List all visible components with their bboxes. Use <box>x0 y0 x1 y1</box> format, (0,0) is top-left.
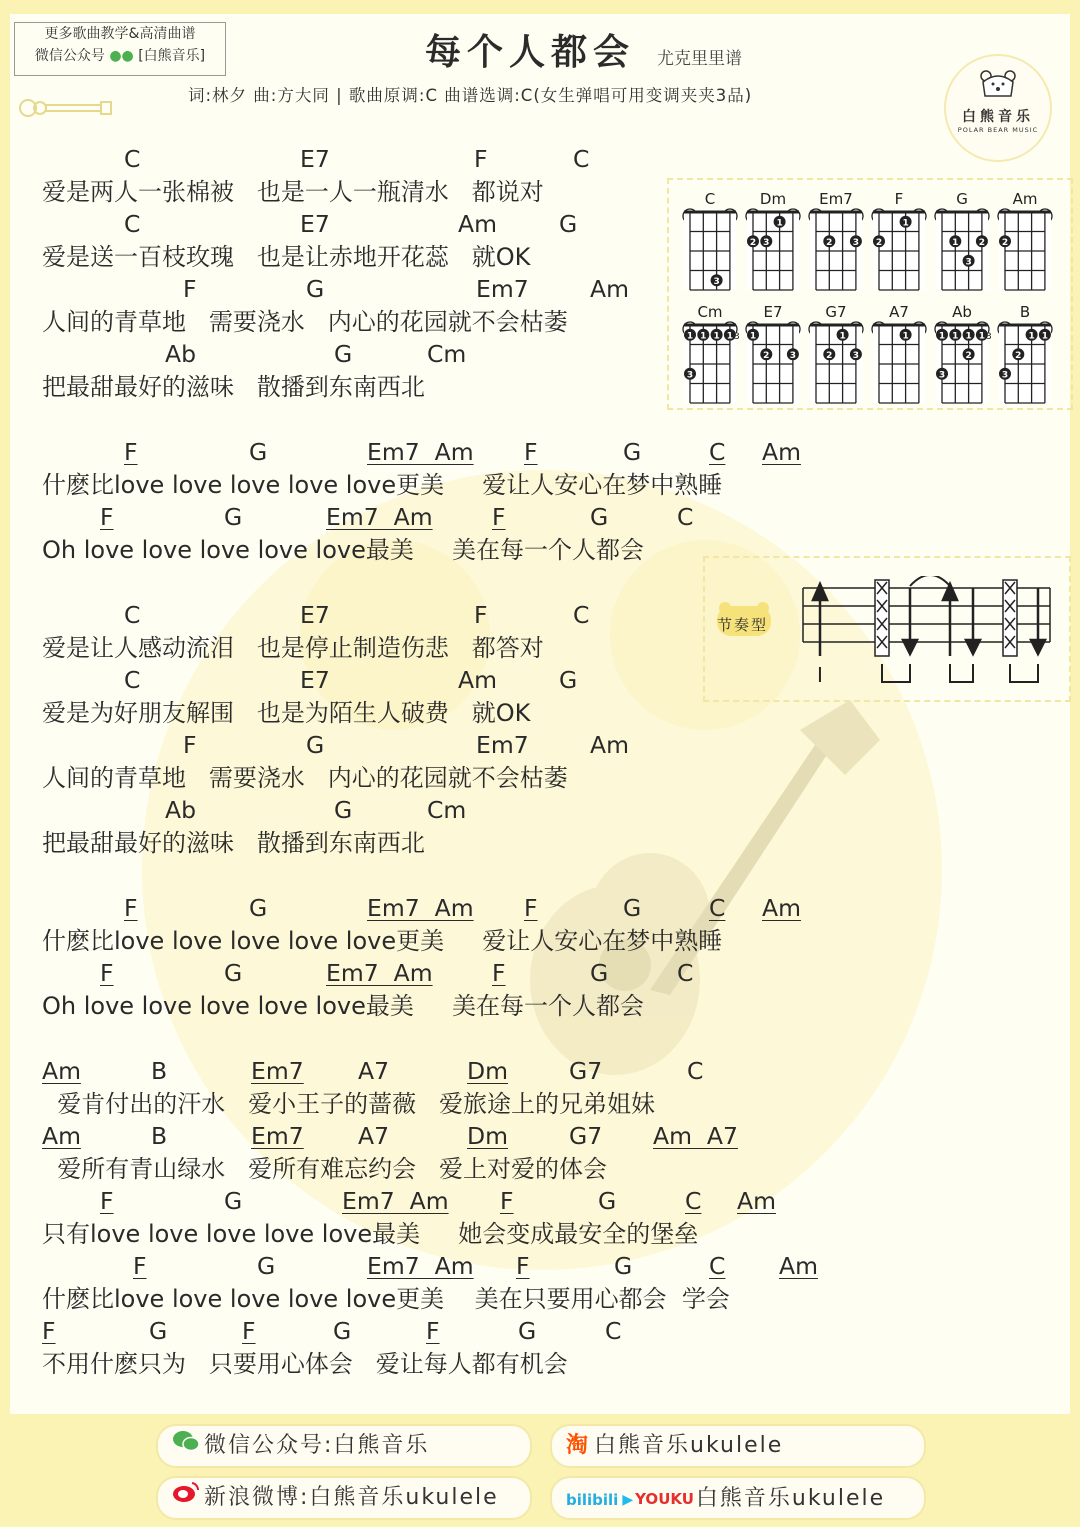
arranger: 尤克里里谱 <box>657 49 742 69</box>
chord-name: Am <box>590 275 629 303</box>
chord-name: E7 <box>300 145 330 173</box>
chord-name: F <box>100 1187 114 1215</box>
chord-name: Am <box>737 1187 776 1215</box>
chord-diagram-name: Em7 <box>819 190 853 208</box>
svg-text:2: 2 <box>763 350 770 361</box>
chord-name: G <box>334 796 353 824</box>
chord-name: F <box>474 145 488 173</box>
promo-line-2a: 微信公众号 <box>34 48 105 64</box>
chord-name: E7 <box>300 666 330 694</box>
chord-name: F <box>124 438 138 466</box>
chord-diagram-name: G <box>956 190 968 208</box>
chord-name: G <box>559 666 578 694</box>
svg-text:2: 2 <box>978 237 986 248</box>
chord-name: G <box>224 503 243 531</box>
chord-diagram-name: Dm <box>759 190 787 208</box>
chord-name: G <box>590 503 609 531</box>
lyric-line: 爱是送一百枝玫瑰 也是让赤地开花蕊 就OK <box>42 243 531 271</box>
chord-name: C <box>709 438 726 466</box>
lyric-line: 爱是两人一张棉被 也是一人一瓶清水 都说对 <box>42 178 544 206</box>
youku-label: YOUKU <box>635 1490 694 1508</box>
chord-diagram-name: E7 <box>763 303 783 321</box>
svg-text:1: 1 <box>839 331 846 342</box>
chord-name: Em7 Am <box>342 1187 449 1215</box>
wechat-icon <box>172 1426 200 1466</box>
chord-name: F <box>100 503 114 531</box>
chord-name: G <box>257 1252 276 1280</box>
footer-taobao <box>550 1424 926 1468</box>
chord-name: G <box>306 731 325 759</box>
chord-name: Cm <box>427 340 467 368</box>
chord-name: G7 <box>569 1122 603 1150</box>
chord-name: A7 <box>358 1057 390 1085</box>
svg-text:1: 1 <box>952 237 959 248</box>
chord-name: F <box>124 894 138 922</box>
rhythm-label: 节奏型 <box>717 616 769 634</box>
weibo-icon <box>172 1478 200 1518</box>
chord-name: G <box>590 959 609 987</box>
lyric-line: 爱肯付出的汗水 爱小王子的蔷薇 爱旅途上的兄弟姐妹 <box>42 1090 656 1118</box>
chord-name: C <box>709 1252 726 1280</box>
chord-name: Am <box>458 666 497 694</box>
chord-name: C <box>709 894 726 922</box>
chord-name: G <box>623 438 642 466</box>
svg-text:1: 1 <box>726 331 734 342</box>
logo-name: 白熊音乐 <box>962 109 1034 125</box>
bilibili-icon <box>566 1479 618 1520</box>
chord-name: Ab <box>165 340 196 368</box>
chord-name: C <box>677 959 694 987</box>
chord-name: F <box>242 1317 256 1345</box>
chord-name: G <box>249 894 268 922</box>
footer-weibo <box>156 1476 532 1520</box>
chord-name: G <box>149 1317 168 1345</box>
svg-text:3: 3 <box>763 237 770 248</box>
chord-name: Em7 <box>476 275 529 303</box>
chord-name: C <box>124 145 141 173</box>
svg-text:3: 3 <box>713 276 720 287</box>
svg-text:1: 1 <box>1028 331 1035 342</box>
chord-diagram-name: Cm <box>697 303 723 321</box>
chord-name: C <box>124 666 141 694</box>
chord-name: G <box>334 340 353 368</box>
lyric-line: 爱是让人感动流泪 也是停止制造伤悲 都答对 <box>42 634 544 662</box>
chord-diagram-name: B <box>1019 303 1031 321</box>
chord-name: Am <box>42 1057 81 1085</box>
chord-name: G7 <box>569 1057 603 1085</box>
lyric-line: 爱所有青山绿水 爱所有难忘约会 爱上对爱的体会 <box>42 1155 608 1183</box>
chord-name: G <box>598 1187 617 1215</box>
chord-name: F <box>42 1317 56 1345</box>
chord-diagram-name: F <box>894 190 904 208</box>
lyric-line: Oh love love love love love最美 美在每一个人都会 <box>42 992 644 1020</box>
lyric-line: 什麽比love love love love love更美 爱让人安心在梦中熟睡 <box>42 927 723 955</box>
chord-name: E7 <box>300 601 330 629</box>
chord-name: C <box>605 1317 622 1345</box>
svg-text:3: 3 <box>686 370 694 381</box>
chord-name: F <box>474 601 488 629</box>
svg-text:2: 2 <box>826 237 833 248</box>
lyric-line: 不用什麽只为 只要用心体会 爱让每人都有机会 <box>42 1350 568 1378</box>
chord-name: G <box>224 1187 243 1215</box>
song-credits: 词:林夕 曲:方大同 | 歌曲原调:C 曲谱选调:C(女生弹唱可用变调夹夹3品) <box>188 86 753 105</box>
svg-text:3: 3 <box>938 370 946 381</box>
footer-taobao-text: 白熊音乐ukulele <box>594 1433 784 1458</box>
svg-text:2: 2 <box>826 350 833 361</box>
chord-name: F <box>500 1187 514 1215</box>
chord-name: G <box>333 1317 352 1345</box>
lyric-line: 什麽比love love love love love更美 美在只要用心都会 学会 <box>42 1285 730 1313</box>
svg-text:1: 1 <box>965 331 972 342</box>
lyric-line: 人间的青草地 需要浇水 内心的花园就不会枯萎 <box>42 308 568 336</box>
lyric-line: 把最甜最好的滋味 散播到东南西北 <box>42 829 425 857</box>
chord-name: Am <box>762 894 801 922</box>
svg-text:3: 3 <box>852 237 860 248</box>
chord-name: Em7 Am <box>367 894 474 922</box>
chord-name: B <box>151 1057 168 1085</box>
svg-text:3: 3 <box>986 332 992 342</box>
chord-diagram-name: C <box>704 190 716 208</box>
rhythm-count-mark: I <box>817 663 823 687</box>
chord-name: Am <box>458 210 497 238</box>
svg-text:1: 1 <box>700 331 707 342</box>
chord-name: G <box>518 1317 537 1345</box>
chord-name: C <box>573 601 590 629</box>
footer-video-text: 白熊音乐ukulele <box>695 1486 886 1511</box>
footer-wechat-text: 微信公众号:白熊音乐 <box>204 1433 430 1458</box>
chord-name: A7 <box>358 1122 390 1150</box>
chord-diagram-name: Ab <box>952 303 972 321</box>
chord-name: Am <box>590 731 629 759</box>
chord-name: Em7 Am <box>367 438 474 466</box>
song-title: 每个人都会 <box>425 32 636 73</box>
chord-name: Am <box>762 438 801 466</box>
logo-subtitle: POLAR BEAR MUSIC <box>957 126 1039 134</box>
chord-name: Em7 <box>476 731 529 759</box>
chord-name: Am <box>42 1122 81 1150</box>
svg-text:3: 3 <box>1001 370 1009 381</box>
svg-text:3: 3 <box>965 257 972 268</box>
chord-name: F <box>133 1252 147 1280</box>
chord-name: G <box>224 959 243 987</box>
chord-name: F <box>524 438 538 466</box>
chord-name: Em7 <box>251 1122 304 1150</box>
lyric-line: 人间的青草地 需要浇水 内心的花园就不会枯萎 <box>42 764 568 792</box>
chord-name: F <box>492 503 506 531</box>
chord-name: C <box>687 1057 704 1085</box>
svg-text:1: 1 <box>776 218 783 229</box>
chord-name: Am A7 <box>653 1122 738 1150</box>
chord-name: Ab <box>165 796 196 824</box>
svg-text:3: 3 <box>734 332 740 342</box>
lyric-line: Oh love love love love love最美 美在每一个人都会 <box>42 536 644 564</box>
svg-text:1: 1 <box>952 331 959 342</box>
chord-name: F <box>183 275 197 303</box>
chord-diagram-name: Am <box>1012 190 1038 208</box>
chord-name: F <box>516 1252 530 1280</box>
lyric-line: 什麽比love love love love love更美 爱让人安心在梦中熟睡 <box>42 471 723 499</box>
chord-name: C <box>677 503 694 531</box>
chord-name: G <box>614 1252 633 1280</box>
svg-text:2: 2 <box>875 237 883 248</box>
chord-diagram-name: A7 <box>889 303 909 321</box>
chord-name: F <box>524 894 538 922</box>
chord-name: C <box>124 210 141 238</box>
svg-text:1: 1 <box>978 331 986 342</box>
svg-text:1: 1 <box>686 331 694 342</box>
svg-text:1: 1 <box>749 331 757 342</box>
chord-name: B <box>151 1122 168 1150</box>
chord-name: Em7 Am <box>326 503 433 531</box>
promo-line-2b: [白熊音乐] <box>138 48 206 64</box>
chord-name: Cm <box>427 796 467 824</box>
chord-name: F <box>183 731 197 759</box>
svg-text:2: 2 <box>1001 237 1009 248</box>
svg-text:2: 2 <box>749 237 757 248</box>
chord-name: G <box>249 438 268 466</box>
chord-name: F <box>426 1317 440 1345</box>
chord-name: Dm <box>467 1057 508 1085</box>
svg-text:2: 2 <box>965 350 972 361</box>
footer-wechat <box>156 1424 532 1468</box>
chord-name: E7 <box>300 210 330 238</box>
taobao-icon: 淘 <box>566 1433 591 1458</box>
svg-text:1: 1 <box>902 218 909 229</box>
chord-name: G <box>623 894 642 922</box>
chord-name: G <box>559 210 578 238</box>
svg-text:1: 1 <box>1041 331 1049 342</box>
chord-name: Am <box>779 1252 818 1280</box>
chord-name: Dm <box>467 1122 508 1150</box>
lyric-line: 爱是为好朋友解围 也是为陌生人破费 就OK <box>42 699 531 727</box>
svg-text:3: 3 <box>852 350 860 361</box>
chord-name: C <box>685 1187 702 1215</box>
svg-text:3: 3 <box>789 350 797 361</box>
lyric-line: 把最甜最好的滋味 散播到东南西北 <box>42 373 425 401</box>
bilibili-label: bilibili <box>566 1490 619 1509</box>
footer-weibo-text: 新浪微博:白熊音乐ukulele <box>204 1485 499 1510</box>
svg-text:2: 2 <box>1015 350 1022 361</box>
chord-name: Em7 Am <box>326 959 433 987</box>
chord-name: Em7 Am <box>367 1252 474 1280</box>
chord-name: C <box>124 601 141 629</box>
youku-icon: ▶YOUKU <box>622 1490 694 1508</box>
chord-name: G <box>306 275 325 303</box>
lyric-line: 只有love love love love love最美 她会变成最安全的堡垒 <box>42 1220 699 1248</box>
footer-video <box>550 1476 926 1520</box>
chord-name: F <box>492 959 506 987</box>
chord-name: F <box>100 959 114 987</box>
promo-line-1: 更多歌曲教学&高清曲谱 <box>44 26 196 42</box>
chord-name: C <box>573 145 590 173</box>
svg-text:1: 1 <box>938 331 946 342</box>
wechat-icon: ●● <box>109 48 134 64</box>
chord-diagram-name: G7 <box>825 303 847 321</box>
chord-name: Em7 <box>251 1057 304 1085</box>
svg-text:1: 1 <box>902 331 909 342</box>
svg-text:1: 1 <box>713 331 720 342</box>
